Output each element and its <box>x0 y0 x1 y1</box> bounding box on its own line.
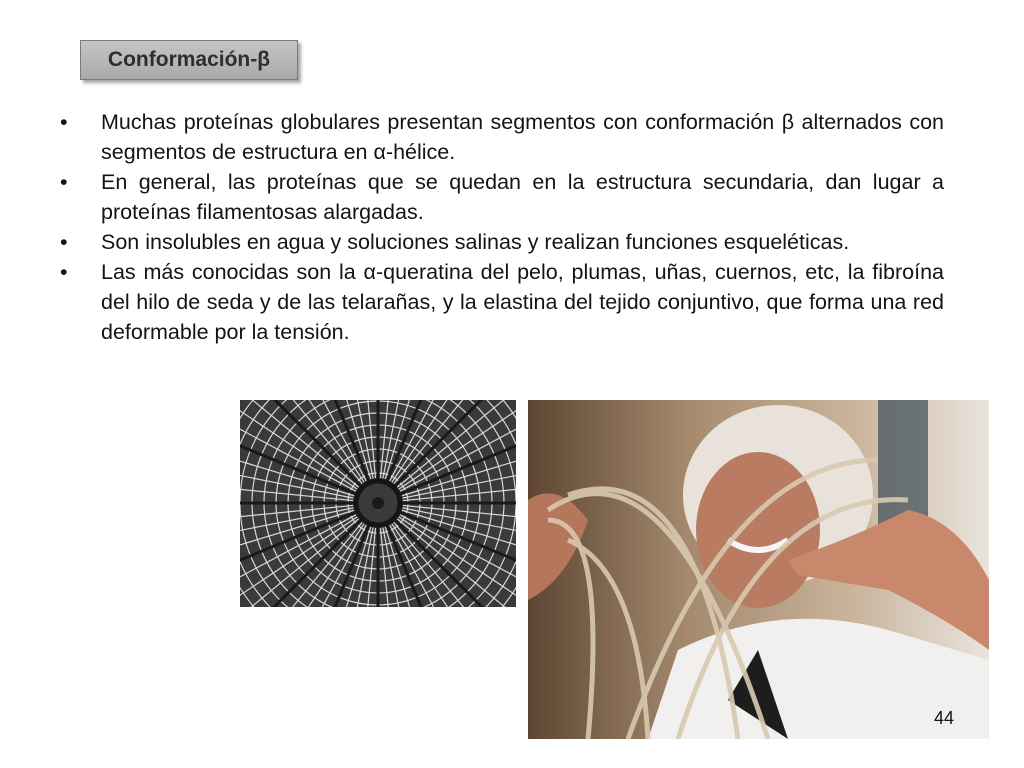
bullet-list <box>58 107 944 347</box>
bullet-item <box>58 167 944 227</box>
glass-dome-photo <box>240 400 516 607</box>
bullet-text: Muchas proteínas globulares presentan segmentos con conformación β alternados con segmentos de estructura en α-hélice. <box>101 110 944 164</box>
bullet-marker: • <box>60 170 68 194</box>
slide-title: Conformación-β <box>107 48 271 71</box>
bullet-item <box>58 227 944 257</box>
bullet-marker: • <box>60 230 68 254</box>
bullet-marker: • <box>60 260 68 284</box>
woman-with-filaments-photo <box>528 400 989 739</box>
bullet-item <box>58 107 944 167</box>
bullet-item <box>58 257 944 347</box>
bullet-marker: • <box>60 110 68 134</box>
bullet-text: Son insolubles en agua y soluciones salinas y realizan funciones esqueléticas. <box>101 230 850 254</box>
slide-title-box <box>80 40 298 80</box>
page-number: 44 <box>934 708 955 728</box>
bullet-text: Las más conocidas son la α-queratina del pelo, plumas, uñas, cuernos, etc, la fibroína del hilo de seda y de las telarañas, y la elastina del tejido conjuntivo, que forma una red deformable por la tensión. <box>101 260 944 344</box>
bullet-text: En general, las proteínas que se quedan en la estructura secundaria, dan lugar a proteínas filamentosas alargadas. <box>101 170 944 224</box>
